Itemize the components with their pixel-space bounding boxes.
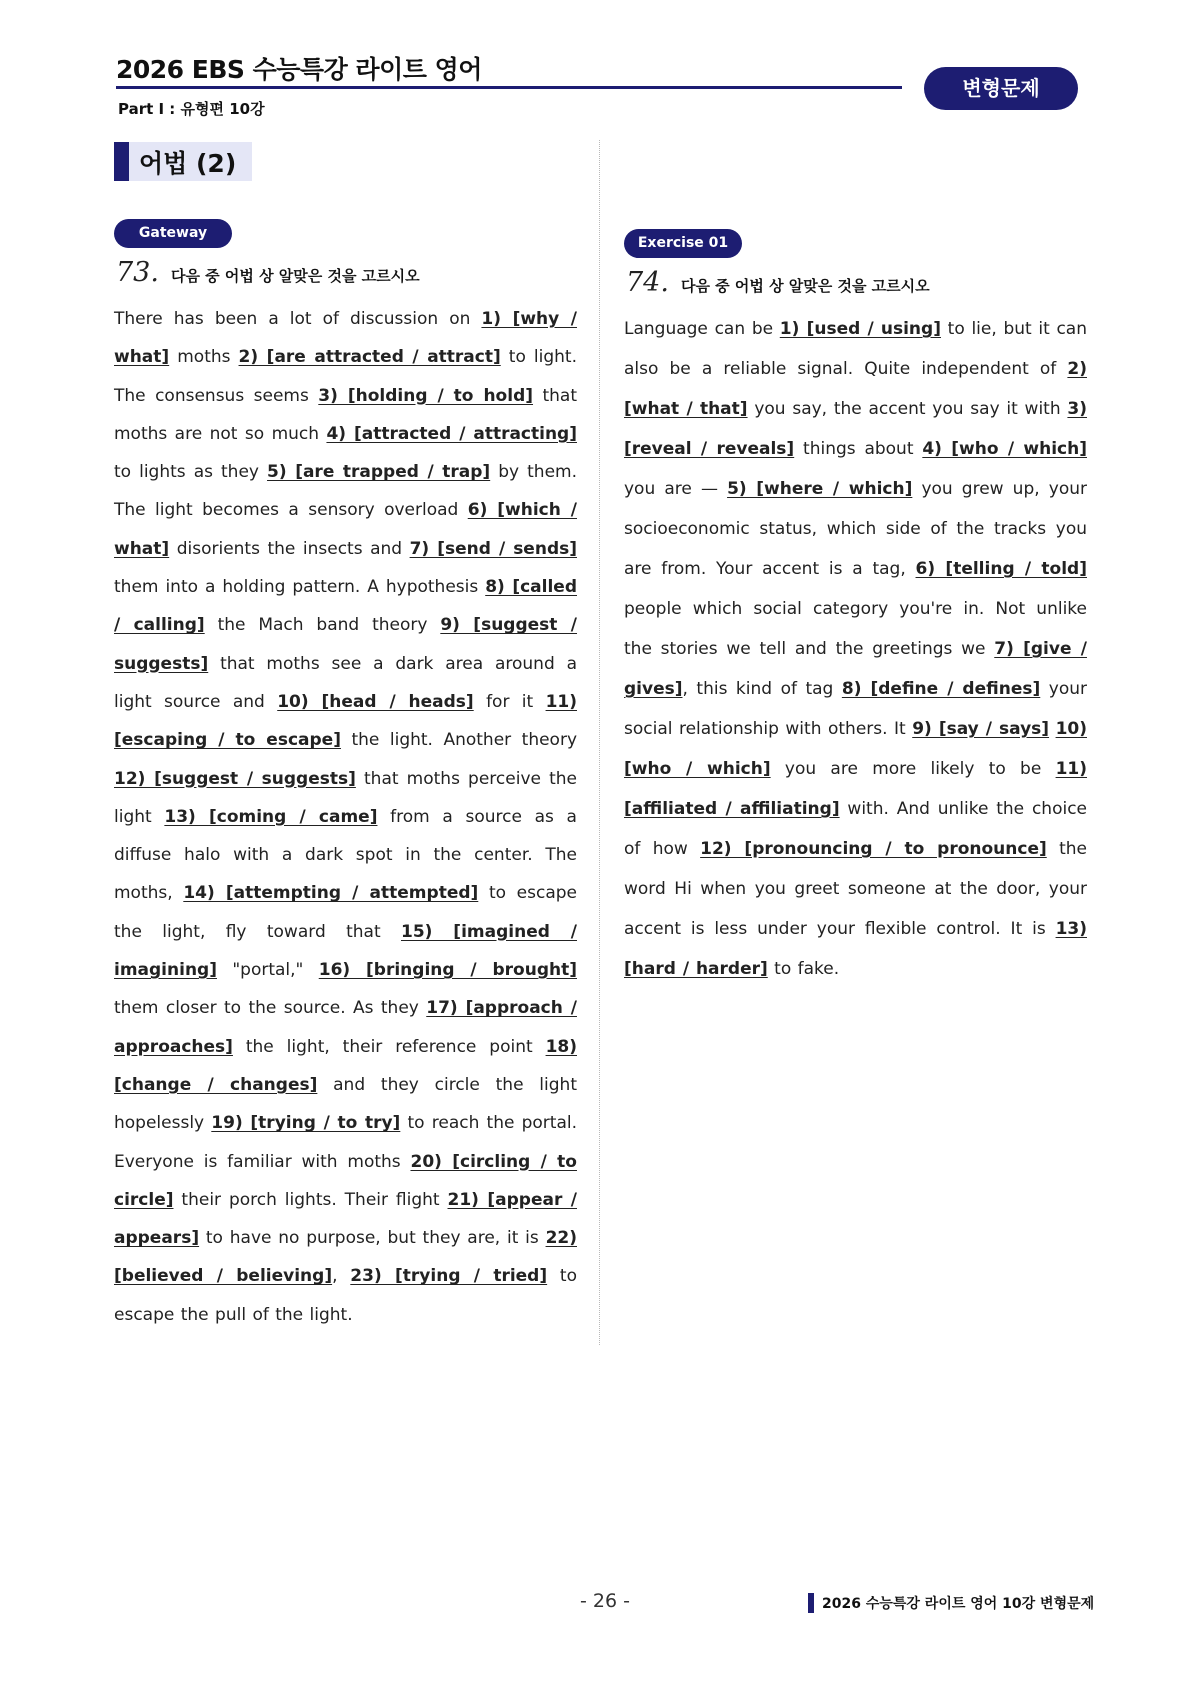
passage-text: to lights as they	[114, 462, 268, 483]
grammar-choice: 7) [give / gives]	[624, 639, 1087, 699]
section-heading	[114, 142, 252, 181]
document-subtitle: Part Ⅰ : 유형편 10강	[118, 100, 265, 118]
passage-text: to escape the light, fly toward that	[114, 883, 577, 942]
passage-text: that moths see a dark area around a light source and	[114, 653, 577, 712]
passage-text: their porch lights. Their flight	[173, 1189, 448, 1210]
passage-text: that moths perceive the light	[114, 768, 577, 827]
grammar-choice: 8) [called / calling]	[114, 577, 577, 636]
passage-text: Language can be	[624, 319, 780, 339]
grammar-choice: 6) [which / what]	[114, 500, 577, 559]
exercise-question-number: 74.	[626, 267, 669, 298]
passage-text: ,	[332, 1266, 351, 1287]
grammar-choice: 17) [approach / approaches]	[114, 998, 577, 1057]
gateway-question-number: 73.	[116, 257, 159, 288]
grammar-choice: 10) [head / heads]	[277, 691, 474, 712]
grammar-choice: 9) [say / says]	[912, 719, 1050, 739]
grammar-choice: 23) [trying / tried]	[350, 1266, 548, 1287]
grammar-choice: 15) [imagined / imagining]	[114, 921, 577, 981]
passage-text: people which social category you're in. Not unlike the stories we tell and the greetings we	[624, 599, 1087, 659]
header-rule	[116, 86, 902, 89]
grammar-choice: 1) [used / using]	[779, 319, 941, 339]
grammar-choice: 12) [suggest / suggests]	[114, 768, 356, 789]
page-number: - 26 -	[580, 1590, 630, 1612]
passage-text: disorients the insects and	[169, 538, 410, 559]
passage-text: the word Hi when you greet someone at the door, your accent is less under your flexible control. It is	[624, 839, 1087, 939]
gateway-passage	[114, 300, 577, 1334]
passage-text: you grew up, your socioeconomic status, which side of the tracks you are from. Your accent is a tag,	[624, 479, 1087, 579]
grammar-choice: 18) [change / changes]	[114, 1036, 577, 1095]
grammar-choice: 3) [reveal / reveals]	[624, 399, 1088, 459]
section-heading-bar	[114, 142, 129, 181]
grammar-choice: 22) [believed / believing]	[114, 1228, 577, 1287]
passage-text: the Mach band theory	[204, 615, 441, 636]
grammar-choice: 1) [why / what]	[114, 309, 577, 368]
grammar-choice: 9) [suggest / suggests]	[114, 615, 578, 674]
section-heading-text: 어법 (2)	[139, 148, 237, 178]
passage-text: , this kind of tag	[682, 679, 842, 699]
gateway-label: Gateway	[114, 219, 232, 248]
grammar-choice: 5) [are trapped / trap]	[267, 462, 491, 483]
grammar-choice: 11) [affiliated / affiliating]	[624, 759, 1088, 819]
passage-text: to light. The consensus seems	[114, 347, 577, 406]
grammar-choice: 11) [escaping / to escape]	[114, 691, 577, 751]
passage-text: the light, their reference point	[232, 1036, 546, 1057]
document-title: 2026 EBS 수능특강 라이트 영어	[116, 55, 482, 84]
grammar-choice: 2) [are attracted / attract]	[238, 347, 501, 368]
grammar-choice: 19) [trying / to try]	[211, 1113, 401, 1134]
grammar-choice: 12) [pronouncing / to pronounce]	[700, 839, 1047, 859]
passage-text: to lie, but it can also be a reliable signal. Quite independent of	[624, 319, 1087, 379]
grammar-choice: 13) [coming / came]	[164, 806, 378, 827]
grammar-choice: 20) [circling / to circle]	[114, 1151, 577, 1210]
grammar-choice: 4) [attracted / attracting]	[326, 423, 577, 444]
exercise-label: Exercise 01	[624, 229, 742, 258]
passage-text: with. And unlike the choice of how	[624, 799, 1088, 859]
passage-text: for it	[473, 691, 546, 712]
grammar-choice: 3) [holding / to hold]	[318, 385, 534, 406]
passage-text: and they circle the light hopelessly	[114, 1074, 577, 1134]
passage-text: "portal,"	[216, 960, 319, 981]
exercise-question-header	[626, 267, 930, 298]
footer-text: 2026 수능특강 라이트 영어 10강 변형문제	[822, 1596, 1095, 1612]
passage-text: them closer to the source. As they	[114, 998, 427, 1019]
grammar-choice: 7) [send / sends]	[409, 538, 577, 559]
grammar-choice: 5) [where / which]	[727, 479, 913, 499]
passage-text: by them. The light becomes a sensory overload	[114, 462, 577, 521]
grammar-choice: 10) [who / which]	[624, 719, 1087, 779]
passage-text: them into a holding pattern. A hypothesis	[114, 577, 486, 598]
exercise-passage	[624, 309, 1087, 989]
passage-text: that moths are not so much	[114, 385, 577, 444]
passage-text: you are more likely to be	[770, 759, 1056, 779]
column-divider	[599, 140, 600, 1345]
passage-text: to have no purpose, but they are, it is	[199, 1228, 546, 1249]
grammar-choice: 13) [hard / harder]	[624, 919, 1087, 979]
passage-text: from a source as a diffuse halo with a dark spot in the center. The moths,	[114, 806, 577, 904]
passage-text: you are —	[624, 479, 728, 499]
grammar-choice: 4) [who / which]	[922, 439, 1087, 459]
passage-text: your social relationship with others. It	[624, 679, 1087, 739]
footer	[808, 1593, 1094, 1613]
grammar-choice: 6) [telling / told]	[915, 559, 1087, 579]
grammar-choice: 21) [appear / appears]	[114, 1189, 577, 1249]
passage-text: things about	[794, 439, 923, 459]
grammar-choice: 14) [attempting / attempted]	[183, 883, 479, 904]
variant-badge: 변형문제	[924, 67, 1078, 110]
gateway-question-header	[116, 257, 420, 288]
exercise-instruction: 다음 중 어법 상 알맞은 것을 고르시오	[680, 277, 930, 295]
passage-text: the light. Another theory	[340, 730, 577, 751]
passage-text: moths	[169, 347, 239, 368]
passage-text: There has been a lot of discussion on	[114, 309, 482, 329]
grammar-choice: 8) [define / defines]	[841, 679, 1041, 699]
passage-text: to fake.	[767, 959, 840, 979]
passage-text: to escape the pull of the light.	[114, 1266, 577, 1325]
footer-bar	[808, 1593, 814, 1613]
passage-text: to reach the portal. Everyone is familiar with moths	[114, 1113, 578, 1172]
gateway-instruction: 다음 중 어법 상 알맞은 것을 고르시오	[170, 267, 420, 285]
passage-text: you say, the accent you say it with	[747, 399, 1068, 419]
grammar-choice: 16) [bringing / brought]	[318, 960, 577, 981]
grammar-choice: 2) [what / that]	[624, 359, 1087, 419]
